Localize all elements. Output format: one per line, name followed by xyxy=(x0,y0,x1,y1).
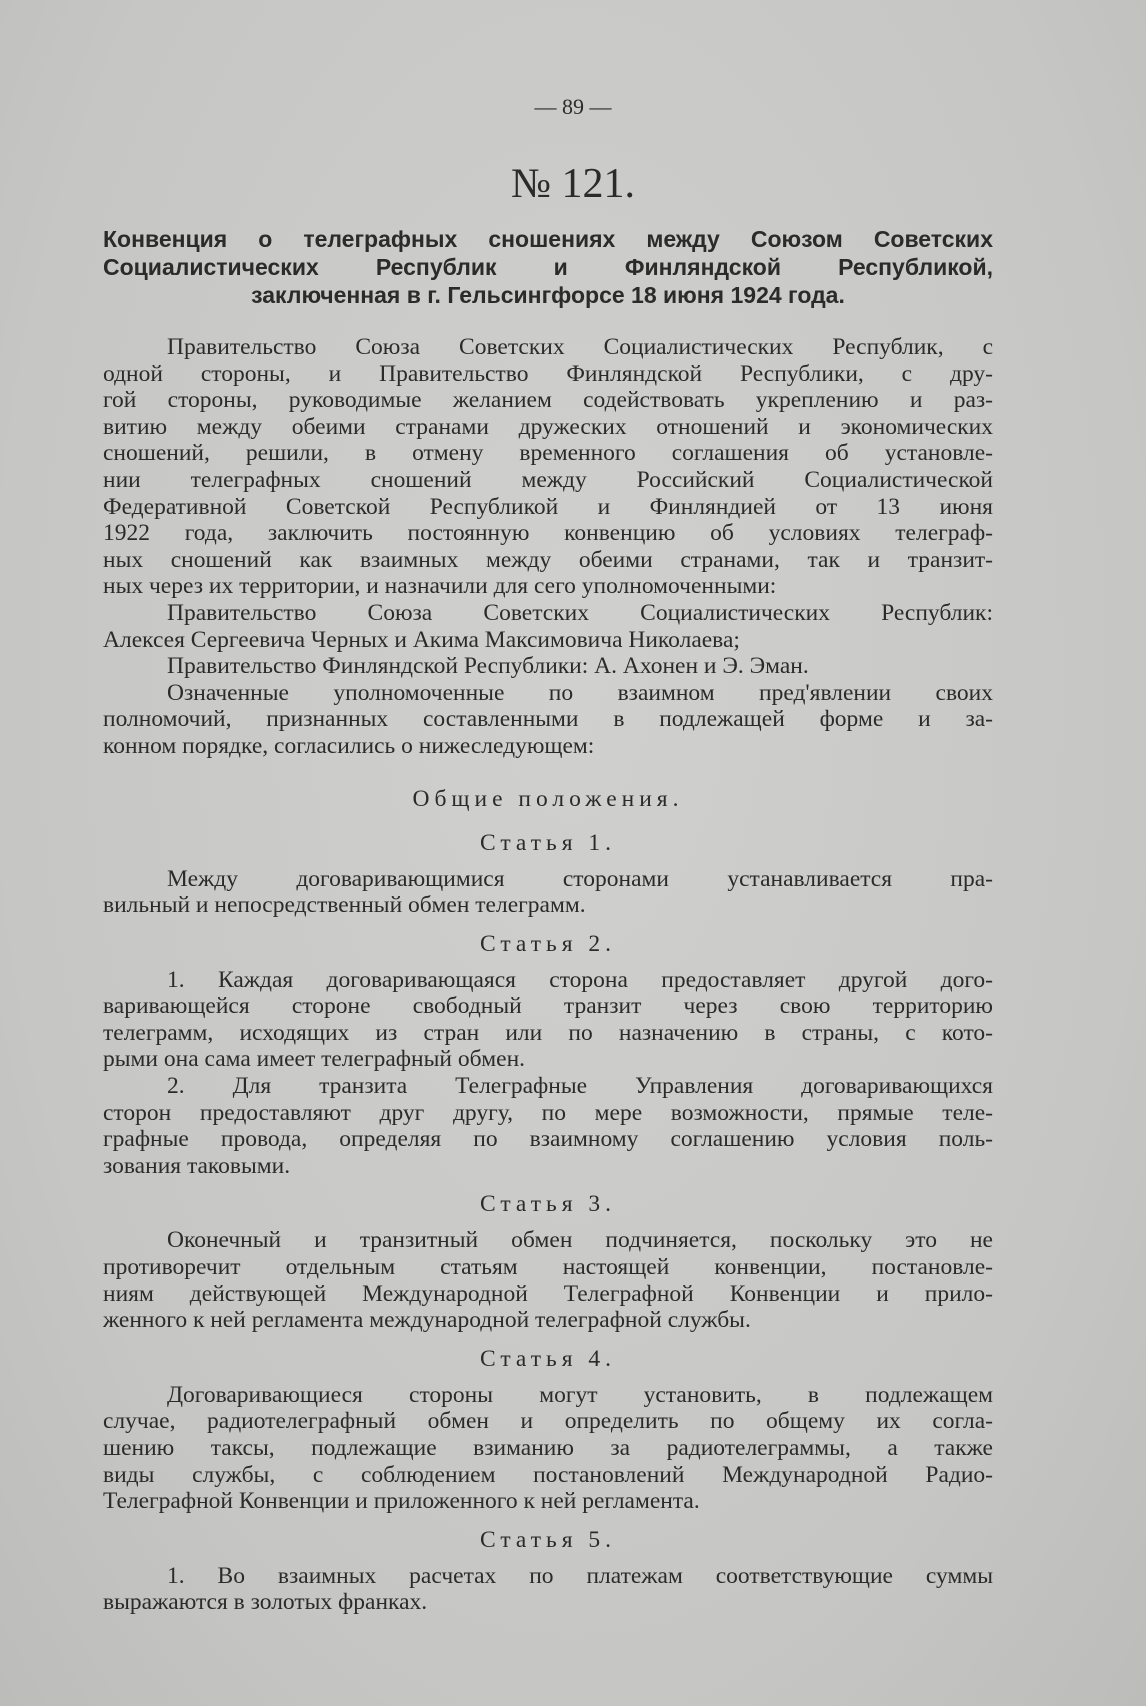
text-line: женного к ней регламента международной телеграфной службы. xyxy=(103,1307,751,1334)
text-line: Правительство Союза Советских Социалистических Республик, с xyxy=(167,334,993,360)
paragraph xyxy=(103,1382,993,1515)
paragraph xyxy=(103,1227,993,1333)
document-number: № 121. xyxy=(510,161,636,207)
text-line: ных сношений как взаимных между обеими странами, так и транзит- xyxy=(103,546,993,573)
paragraph xyxy=(103,967,993,1073)
paragraph xyxy=(103,334,993,600)
section-heading: Статья 4. xyxy=(479,1345,617,1372)
text-line: Телеграфной Конвенции и приложенного к ней регламента. xyxy=(103,1488,700,1515)
page-number: — 89 — xyxy=(534,94,612,119)
title-line: Социалистических Республик и Финляндской Республикой, xyxy=(103,254,993,280)
text-line: Федеративной Советской Республикой и Финляндией от 13 июня xyxy=(103,493,993,520)
paragraph xyxy=(103,866,993,919)
text-line: витию между обеими странами дружеских отношений и экономических xyxy=(103,413,993,440)
text-line: гой стороны, руководимые желанием содействовать укреплению и раз- xyxy=(103,387,993,414)
text-line: полномочий, признанных составленными в подлежащей форме и за- xyxy=(103,706,993,733)
text-line: ниям действующей Международной Телеграфной Конвенции и прило- xyxy=(103,1280,993,1307)
text-line: рыми она сама имеет телеграфный обмен. xyxy=(103,1046,526,1073)
text-line: Между договаривающимися сторонами устанавливается пра- xyxy=(167,865,993,892)
text-line: зования таковыми. xyxy=(103,1152,291,1179)
text-line: сторон предоставляют друг другу, по мере возможности, прямые теле- xyxy=(103,1099,993,1126)
text-line: сношений, решили, в отмену временного соглашения об установле- xyxy=(103,440,993,467)
text-line: вильный и непосредственный обмен телеграмм. xyxy=(103,892,586,919)
text-line: Алексея Сергеевича Черных и Акима Максимовича Николаева; xyxy=(103,626,740,653)
text-line: шению таксы, подлежащие взиманию за радиотелеграммы, а также xyxy=(103,1435,993,1461)
text-line: 1. Во взаимных расчетах по платежам соответствующие суммы xyxy=(167,1562,993,1589)
text-line: 1. Каждая договаривающаяся сторона предоставляет другой дого- xyxy=(167,966,993,993)
text-line: Означенные уполномоченные по взаимном пред'явлении своих xyxy=(167,679,993,706)
section-heading: Статья 2. xyxy=(479,930,617,957)
text-line: Правительство Союза Советских Социалистических Республик: xyxy=(167,599,993,626)
text-line: 2. Для транзита Телеграфные Управления договаривающихся xyxy=(167,1073,993,1100)
text-line: Правительство Финляндской Республики: А. Ахонен и Э. Эман. xyxy=(167,653,809,680)
text-line: телеграмм, исходящих из стран или по назначению в страны, с кото- xyxy=(103,1019,993,1046)
text-line: противоречит отдельным статьям настоящей конвенции, постановле- xyxy=(103,1254,993,1281)
paragraph xyxy=(103,600,993,653)
text-line: ных через их территории, и назначили для сего уполномоченными: xyxy=(103,573,777,600)
text-line: случае, радиотелеграфный обмен и определить по общему их согла- xyxy=(103,1408,993,1435)
paragraph xyxy=(103,680,993,760)
text-line: графные провода, определяя по взаимному соглашению условия поль- xyxy=(103,1126,993,1153)
text-line: Договаривающиеся стороны могут установить, в подлежащем xyxy=(167,1381,993,1408)
text-line: виды службы, с соблюдением постановлений Международной Радио- xyxy=(103,1461,993,1488)
title-line: Конвенция о телеграфных сношениях между Союзом Советских xyxy=(103,226,993,252)
text-line: выражаются в золотых франках. xyxy=(103,1589,428,1616)
text-line: нии телеграфных сношений между Российский Социалистической xyxy=(103,466,993,493)
paragraph xyxy=(103,1563,993,1616)
section-heading: Статья 3. xyxy=(479,1191,617,1218)
title-line: заключенная в г. Гельсингфорсе 18 июня 1924 года. xyxy=(251,282,845,308)
paragraph xyxy=(103,1073,993,1179)
document-body xyxy=(103,334,993,1616)
text-line: Оконечный и транзитный обмен подчиняется, поскольку это не xyxy=(167,1227,993,1254)
section-heading: Статья 5. xyxy=(479,1526,617,1553)
text-line: одной стороны, и Правительство Финляндской Республики, с дру- xyxy=(103,360,993,387)
text-line: конном порядке, согласились о нижеследующем: xyxy=(103,732,595,759)
document-title xyxy=(103,225,993,309)
text-line: 1922 года, заключить постоянную конвенцию об условиях телеграф- xyxy=(103,520,993,547)
text-line: варивающейся стороне свободный транзит через свою территорию xyxy=(103,993,993,1020)
section-heading: Статья 1. xyxy=(479,829,617,856)
section-heading: Общие положения. xyxy=(412,785,684,812)
paragraph xyxy=(103,653,993,680)
